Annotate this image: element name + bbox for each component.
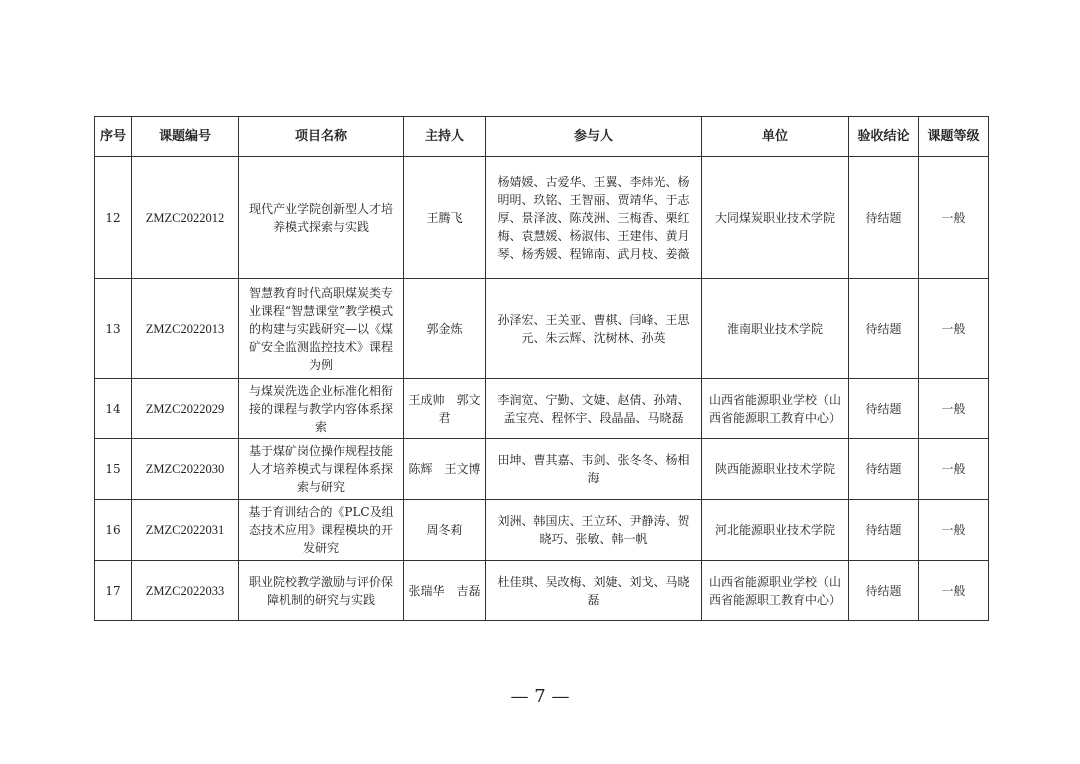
cell-unit: 大同煤炭职业技术学院 <box>702 157 849 279</box>
cell-conclusion: 待结题 <box>849 561 919 621</box>
cell-host: 张瑞华 吉磊 <box>404 561 486 621</box>
cell-unit: 山西省能源职业学校（山西省能源职工教育中心） <box>702 379 849 439</box>
table-row <box>95 379 989 439</box>
cell-conclusion: 待结题 <box>849 379 919 439</box>
cell-members: 孙泽宏、王关亚、曹棋、闫峰、王思元、朱云辉、沈树林、孙英 <box>486 279 702 379</box>
cell-members: 刘洲、韩国庆、王立环、尹静涛、贺晓巧、张敏、韩一帆 <box>486 500 702 561</box>
cell-conclusion: 待结题 <box>849 157 919 279</box>
cell-code: ZMZC2022031 <box>132 500 239 561</box>
cell-host: 王成帅 郭文君 <box>404 379 486 439</box>
cell-members: 杜佳琪、吴改梅、刘婕、刘戈、马晓磊 <box>486 561 702 621</box>
cell-conclusion: 待结题 <box>849 279 919 379</box>
cell-unit: 淮南职业技术学院 <box>702 279 849 379</box>
table-row <box>95 561 989 621</box>
cell-name: 基于育训结合的《PLC及组态技术应用》课程模块的开发研究 <box>239 500 404 561</box>
cell-code: ZMZC2022012 <box>132 157 239 279</box>
cell-code: ZMZC2022033 <box>132 561 239 621</box>
cell-grade: 一般 <box>919 500 989 561</box>
header-grade: 课题等级 <box>919 117 989 157</box>
cell-grade: 一般 <box>919 279 989 379</box>
cell-seq: 15 <box>95 439 132 500</box>
cell-seq: 17 <box>95 561 132 621</box>
cell-members: 李润宽、宁勤、文婕、赵倩、孙靖、孟宝亮、程怀宇、段晶晶、马晓磊 <box>486 379 702 439</box>
cell-unit: 山西省能源职业学校（山西省能源职工教育中心） <box>702 561 849 621</box>
cell-members: 田坤、曹其嘉、韦剑、张冬冬、杨相海 <box>486 439 702 500</box>
header-conclusion: 验收结论 <box>849 117 919 157</box>
cell-members: 杨婧媛、古爱华、王翼、李炜光、杨明明、玖铭、王智丽、贾靖华、于志厚、景泽波、陈茂洲、三梅香、栗红梅、袁慧媛、杨淑伟、王建伟、黄月琴、杨秀媛、程锦南、武月枝、姜薇 <box>486 157 702 279</box>
cell-unit: 陕西能源职业技术学院 <box>702 439 849 500</box>
header-name: 项目名称 <box>239 117 404 157</box>
table-row <box>95 439 989 500</box>
cell-name: 职业院校教学激励与评价保障机制的研究与实践 <box>239 561 404 621</box>
header-members: 参与人 <box>486 117 702 157</box>
cell-host: 郭金炼 <box>404 279 486 379</box>
header-code: 课题编号 <box>132 117 239 157</box>
cell-seq: 14 <box>95 379 132 439</box>
header-seq: 序号 <box>95 117 132 157</box>
page-number: — 7 — <box>510 686 570 707</box>
cell-name: 基于煤矿岗位操作规程技能人才培养模式与课程体系探索与研究 <box>239 439 404 500</box>
cell-conclusion: 待结题 <box>849 439 919 500</box>
table-row <box>95 279 989 379</box>
header-unit: 单位 <box>702 117 849 157</box>
cell-grade: 一般 <box>919 561 989 621</box>
table-row <box>95 157 989 279</box>
cell-host: 陈辉 王文博 <box>404 439 486 500</box>
cell-code: ZMZC2022013 <box>132 279 239 379</box>
cell-seq: 12 <box>95 157 132 279</box>
cell-code: ZMZC2022030 <box>132 439 239 500</box>
cell-seq: 16 <box>95 500 132 561</box>
cell-grade: 一般 <box>919 439 989 500</box>
header-host: 主持人 <box>404 117 486 157</box>
table-row <box>95 500 989 561</box>
cell-grade: 一般 <box>919 379 989 439</box>
cell-name: 现代产业学院创新型人才培养模式探索与实践 <box>239 157 404 279</box>
cell-grade: 一般 <box>919 157 989 279</box>
cell-seq: 13 <box>95 279 132 379</box>
table-header-row <box>95 117 989 157</box>
cell-host: 周冬莉 <box>404 500 486 561</box>
cell-code: ZMZC2022029 <box>132 379 239 439</box>
project-table <box>94 116 989 621</box>
cell-host: 王腾飞 <box>404 157 486 279</box>
cell-conclusion: 待结题 <box>849 500 919 561</box>
cell-unit: 河北能源职业技术学院 <box>702 500 849 561</box>
cell-name: 与煤炭洗选企业标准化相衔接的课程与教学内容体系探索 <box>239 379 404 439</box>
cell-name: 智慧教育时代高职煤炭类专业课程“智慧课堂”教学模式的构建与实践研究—以《煤矿安全监测监控技术》课程为例 <box>239 279 404 379</box>
